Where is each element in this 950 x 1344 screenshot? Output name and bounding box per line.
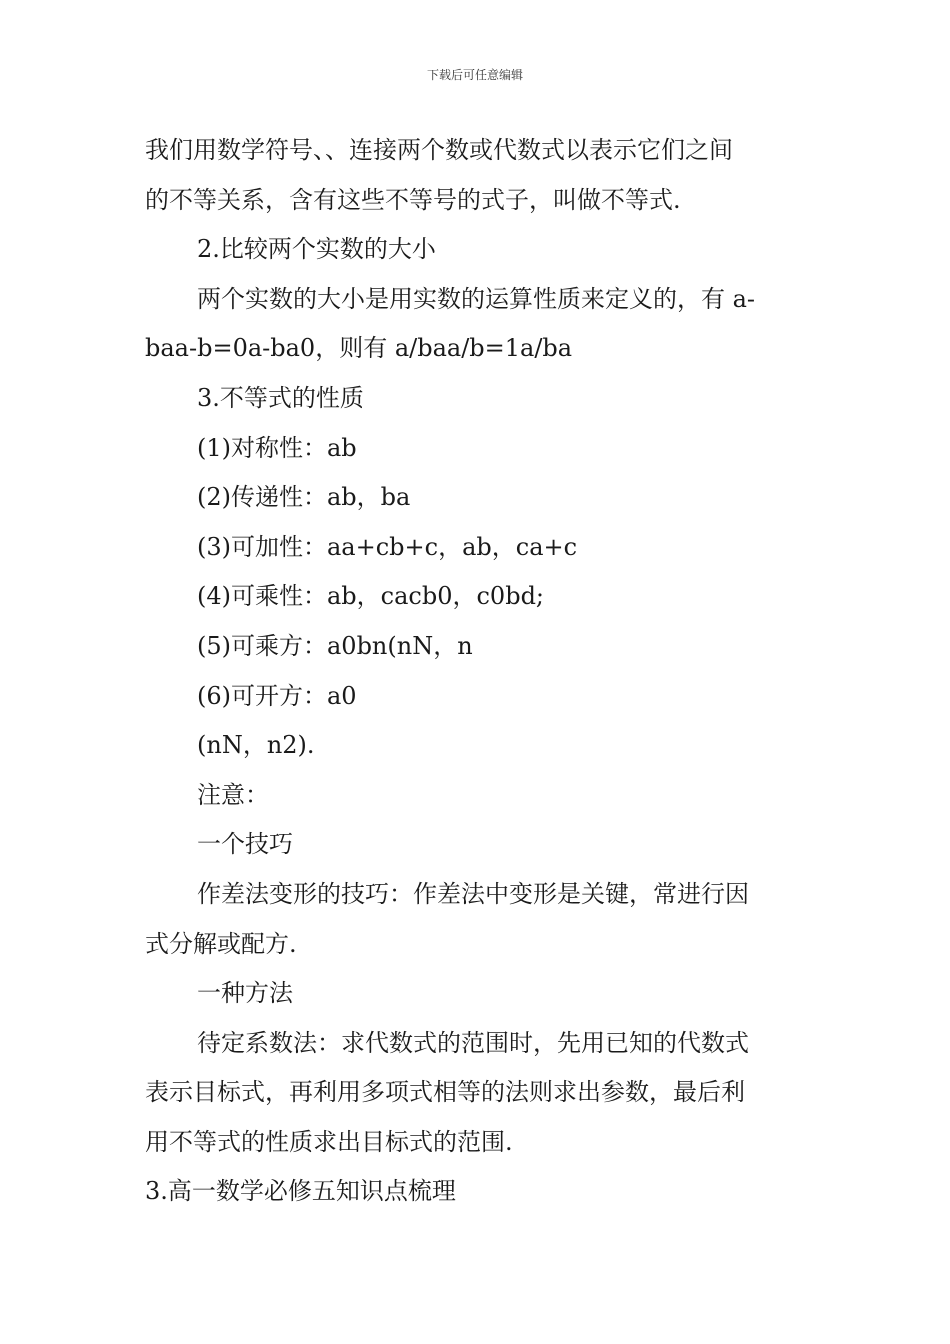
paragraph-line: baa-b=0a-ba0，则有 a/baa/b=1a/ba [145,334,573,363]
note-label: 注意： [197,780,269,809]
paragraph-line: 我们用数学符号、、连接两个数或代数式以表示它们之间 [145,136,733,164]
property-item: (1)对称性：ab [197,433,357,462]
property-item: (3)可加性：aa+cb+c，ab，ca+c [197,532,578,561]
paragraph-line: 表示目标式，再利用多项式相等的法则求出参数，最后利 [145,1078,745,1107]
property-item: (4)可乘性：ab，cacb0，c0bd; [197,582,545,611]
section-heading: 3.不等式的性质 [197,383,364,412]
document-body [145,126,805,1217]
property-item: (2)传递性：ab，ba [197,483,411,512]
paragraph-line: 用不等式的性质求出目标式的范围. [145,1127,513,1156]
paragraph-line: 待定系数法：求代数式的范围时，先用已知的代数式 [197,1028,749,1057]
paragraph-line: (nN，n2). [197,731,315,760]
paragraph-line: 的不等关系，含有这些不等号的式子，叫做不等式. [145,185,681,214]
subheading: 一种方法 [197,979,293,1008]
property-item: (5)可乘方：a0bn(nN，n [197,631,473,660]
subheading: 一个技巧 [197,830,293,859]
paragraph-line: 式分解或配方. [145,929,297,958]
section-heading: 2.比较两个实数的大小 [197,235,436,264]
property-item: (6)可开方：a0 [197,681,357,710]
paragraph-line: 两个实数的大小是用实数的运算性质来定义的，有 a- [197,284,756,313]
page-header: 下载后可任意编辑 [426,68,523,82]
section-heading: 3.高一数学必修五知识点梳理 [145,1177,456,1206]
paragraph-line: 作差法变形的技巧：作差法中变形是关键，常进行因 [197,879,749,908]
